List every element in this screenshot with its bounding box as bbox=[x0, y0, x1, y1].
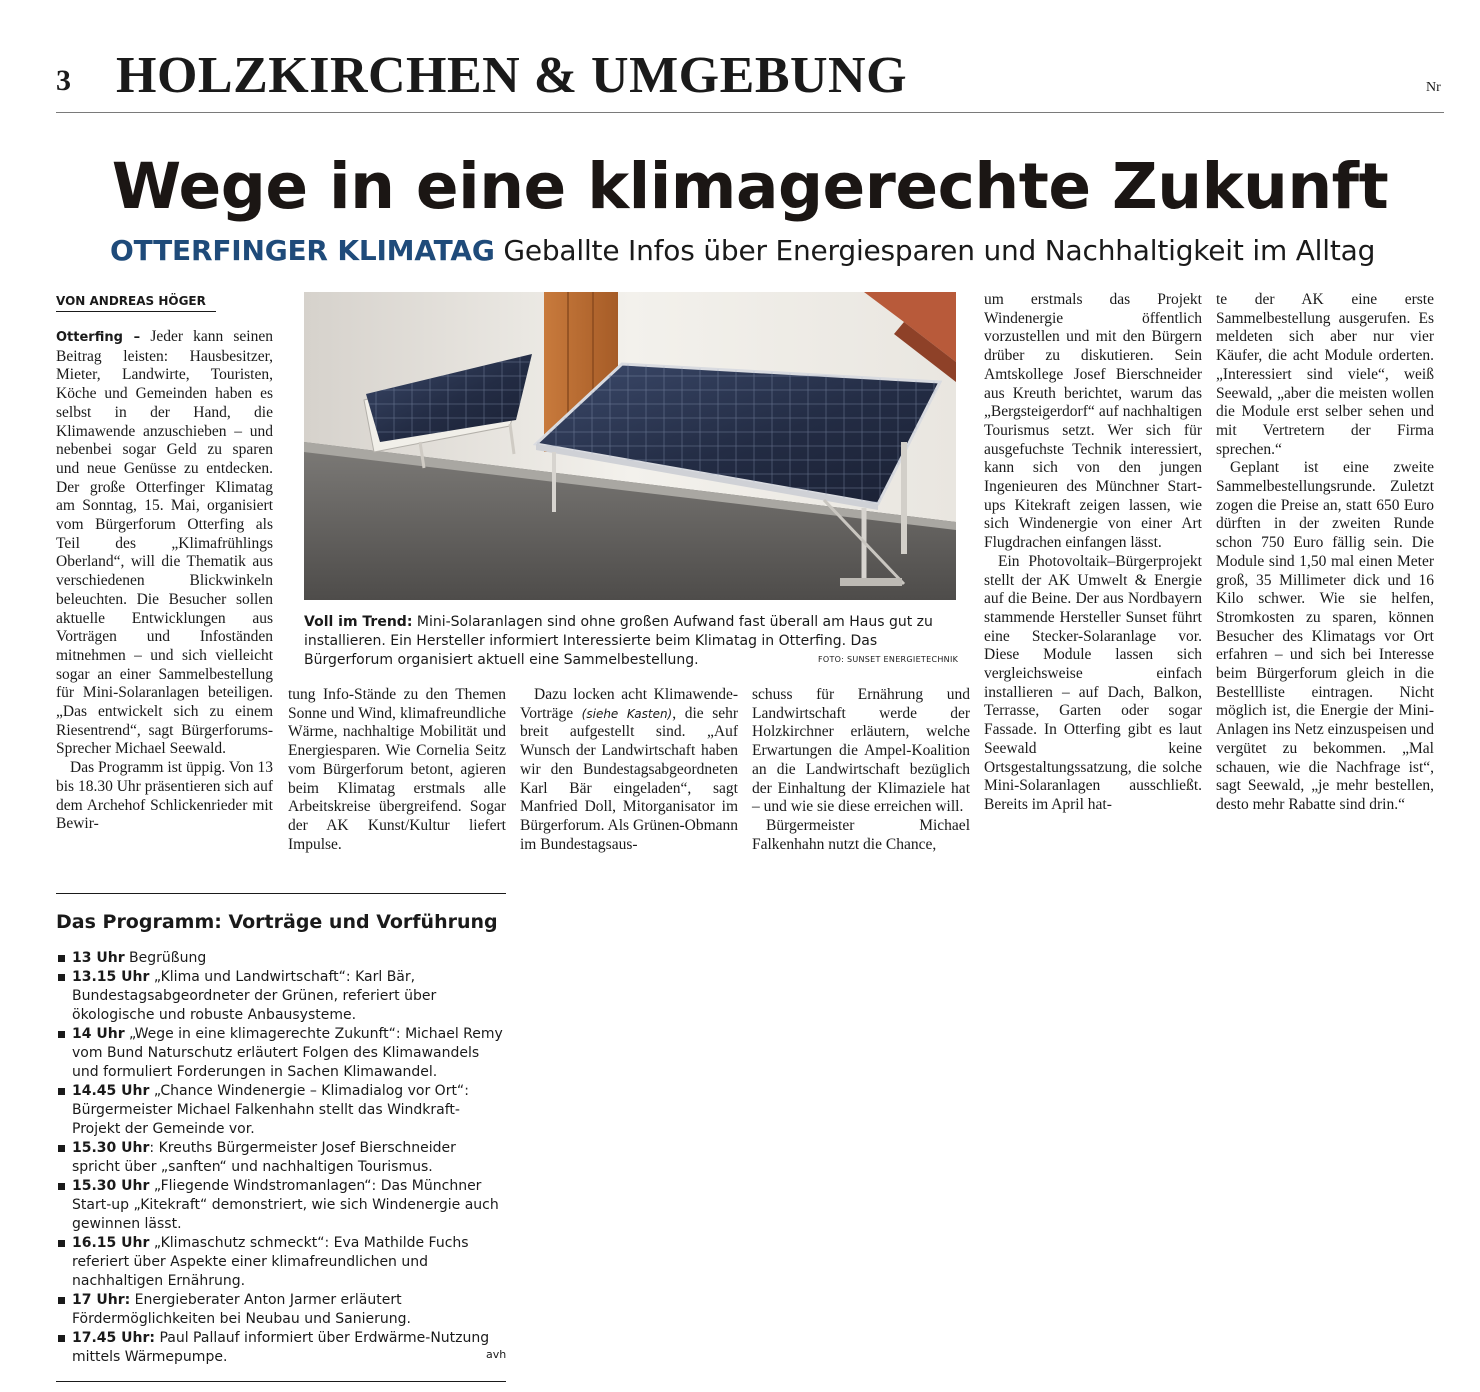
program-item: 13 Uhr Begrüßung bbox=[56, 949, 504, 968]
paragraph: um erstmals das Projekt Windenergie öffentlich vorzustellen und mit den Bürgern drüber zu diskutieren. Sein Amtskollege Josef Bierschneider aus Kreuth berichtet, warum das „Bergsteigerdorf“ auf nachhaltigen Tourismus setzt. Wer sich für ausgefuchste Technik interessiert, kann sich von den jungen Ingenieuren des Münchner Start-ups Kitekraft zeigen lassen, wie sich Windenergie von einer Art Flugdrachen einfangen lässt. bbox=[984, 291, 1202, 552]
solar-panel-illustration bbox=[304, 292, 956, 600]
bullet-square-icon bbox=[58, 1031, 65, 1038]
text-column-6 bbox=[1216, 291, 1434, 815]
text-column-2 bbox=[288, 686, 506, 854]
program-item: 14.45 Uhr „Chance Windenergie – Klimadialog vor Ort“: Bürgermeister Michael Falkenhahn stellt das Windkraft-Projekt der Gemeinde vor. bbox=[56, 1082, 504, 1139]
box-author-signature: avh bbox=[486, 1348, 507, 1361]
bullet-square-icon bbox=[58, 1183, 65, 1190]
paragraph: Bürgermeister Michael Falkenhahn nutzt die Chance, bbox=[752, 816, 970, 853]
subheadline-text: Geballte Infos über Energiesparen und Nachhaltigkeit im Alltag bbox=[503, 234, 1376, 267]
program-item: 15.30 Uhr „Fliegende Windstromanlagen“: Das Münchner Start-up „Kitekraft“ demonstriert, wie sich Windenergie auch gewinnen lässt. bbox=[56, 1177, 504, 1234]
text-column-3 bbox=[520, 686, 738, 854]
paragraph: schuss für Ernährung und Landwirtschaft werde der Holzkirchner erläutern, welche Erwartungen die Ampel-Koalition an die Landwirtschaft bezüglich der Einhaltung der Klimaziele hat – und wie sie diese erreichen will. bbox=[752, 686, 970, 816]
paragraph: Dazu locken acht Klimawende-Vorträge (siehe Kasten), die sehr breit aufgestellt sind. „Auf Wunsch der Landwirtschaft haben wir den Bundestagsabgeordneten Karl Bär eingeladen“, sagt Manfried Doll, Mitorganisator im Bürgerforum. Als Grünen-Obmann im Bundestagsaus- bbox=[520, 686, 739, 853]
box-reference: (siehe Kasten) bbox=[581, 706, 673, 721]
program-list bbox=[56, 949, 507, 1367]
program-item: 17.45 Uhr: Paul Pallauf informiert über Erdwärme-Nutzung mittels Wärmepumpe. bbox=[56, 1329, 504, 1367]
box-rule-top bbox=[56, 893, 506, 894]
bullet-square-icon bbox=[58, 1297, 65, 1304]
section-title: HOLZKIRCHEN & UMGEBUNG bbox=[116, 47, 908, 104]
paragraph: Das Programm ist üppig. Von 13 bis 18.30 Uhr präsentieren sich auf dem Archehof Schlickenrieder mit Bewir- bbox=[56, 759, 273, 833]
bullet-square-icon bbox=[58, 1240, 65, 1247]
paragraph: te der AK eine erste Sammelbestellung ausgerufen. Es meldeten sich aber nur vier Käufer, die acht Module orderten. „Interessiert sind viele“, weiß Seewald, „aber die meisten wollen die Module erst selber sehen und mit Vertretern der Firma sprechen.“ bbox=[1216, 291, 1434, 458]
caption-text: Mini-Solaranlagen sind ohne großen Aufwand fast überall am Haus gut zu installieren. Ein Hersteller informiert Interessierte beim Klimatag in Otterfing. Das Bürgerforum organisiert aktuell eine Sammelbestellung. bbox=[304, 614, 933, 668]
bullet-square-icon bbox=[58, 1145, 65, 1152]
text-column-5 bbox=[984, 291, 1202, 815]
bullet-square-icon bbox=[58, 1335, 65, 1342]
photo-credit: FOTO: SUNSET ENERGIETECHNIK bbox=[818, 655, 959, 664]
text-column-1 bbox=[56, 328, 273, 834]
text-column-4 bbox=[752, 686, 970, 854]
program-item: 13.15 Uhr „Klima und Landwirtschaft“: Karl Bär, Bundestagsabgeordneter der Grünen, referiert über ökologische und robuste Anbausysteme. bbox=[56, 968, 504, 1025]
paragraph: Geplant ist eine zweite Sammelbestellungsrunde. Zuletzt zogen die Preise an, statt 650 Euro dürften in der zweiten Runde schon 750 Euro fällig sein. Die Module sind 1,50 mal einen Meter groß, 35 Millimeter dick und 16 Kilo schwer. Wie sie helfen, Stromkosten zu sparen, können Besucher des Klimatags vor Ort erfahren – und sich bei Interesse beim Bürgerforum gleich in die Bestellliste eintragen. Nicht möglich ist, die Energie der Mini-Anlagen ins Netz einzuspeisen und vergütet zu bekommen. „Mal schauen, wie die Nachfrage ist“, sagt Seewald, „je mehr bestellen, desto mehr Rabatte sind drin.“ bbox=[1216, 459, 1434, 813]
paragraph: Ein Photovoltaik–Bürgerprojekt stellt der AK Umwelt & Energie auf die Beine. Der aus Nordbayern stammende Hersteller Sunset führt eine Stecker-Solaranlage vor. Diese Module lassen sich vergleichsweise einfach installieren – auf Dach, Balkon, Terrasse, Garten oder sogar Fassade. In Otterfing gibt es laut Seewald keine Ortsgestaltungssatzung, die solche Mini-Solaranlagen ausschließt. Bereits im April hat- bbox=[984, 552, 1202, 813]
program-item: 15.30 Uhr: Kreuths Bürgermeister Josef Bierschneider spricht über „sanften“ und nachhaltigen Tourismus. bbox=[56, 1139, 504, 1177]
dateline: Otterfing – bbox=[56, 330, 141, 345]
paragraph: tung Info-Stände zu den Themen Sonne und Wind, klimafreundliche Wärme, nachhaltige Mobilität und Energiesparen. Wie Cornelia Seitz vom Bürgerforum betont, agieren beim Klimatag erstmals alle Arbeitskreise übergreifend. Sogar der AK Kunst/Kultur liefert Impulse. bbox=[288, 686, 506, 853]
box-rule-bottom bbox=[56, 1381, 506, 1382]
masthead-rule bbox=[56, 112, 1444, 113]
article-headline: Wege in eine klimagerechte Zukunft bbox=[111, 150, 1389, 223]
solar-panel-photo bbox=[304, 292, 956, 600]
program-box-title: Das Programm: Vorträge und Vorführung bbox=[56, 911, 498, 933]
article-kicker: OTTERFINGER KLIMATAG bbox=[110, 234, 495, 267]
bullet-square-icon bbox=[58, 974, 65, 981]
program-item: 17 Uhr: Energieberater Anton Jarmer erläutert Fördermöglichkeiten bei Neubau und Sanierung. bbox=[56, 1291, 504, 1329]
edition-mark: Nr bbox=[1426, 80, 1441, 95]
bullet-square-icon bbox=[58, 1088, 65, 1095]
article-subheadline bbox=[110, 234, 1375, 267]
program-item: 16.15 Uhr „Klimaschutz schmeckt“: Eva Mathilde Fuchs referiert über Aspekte einer klimafreundlichen und nachhaltigen Ernährung. bbox=[56, 1234, 504, 1291]
bullet-square-icon bbox=[58, 955, 65, 962]
program-item: 14 Uhr „Wege in eine klimagerechte Zukunft“: Michael Remy vom Bund Naturschutz erläutert Folgen des Klimawandels und formuliert Forderungen in Sachen Klimawandel. bbox=[56, 1025, 504, 1082]
page-number: 3 bbox=[56, 64, 71, 97]
caption-lead: Voll im Trend: bbox=[304, 614, 413, 630]
byline: VON ANDREAS HÖGER bbox=[56, 294, 216, 312]
lead-paragraph: Otterfing – Jeder kann seinen Beitrag leisten: Hausbesitzer, Mieter, Landwirte, Touristen, Köche und Gemeinden haben es selbst in der Hand, die Klimawende anzuschieben – und nebenbei sogar Geld zu sparen und neue Genüsse zu entdecken. Der große Otterfinger Klimatag am Sonntag, 15. Mai, organisiert vom Bürgerforum Otterfing als Teil des „Klimafrühlings Oberland“, will die Thematik aus verschiedenen Blickwinkeln beleuchten. Die Besucher sollen aktuelle Entwicklungen aus Vorträgen und Infoständen mitnehmen – und sich vielleicht sogar an einer Sammelbestellung für Mini-Solaranlagen beteiligen. „Das entwickelt sich zu einem Riesentrend“, sagt Bürgerforums-Sprecher Michael Seewald. bbox=[56, 328, 273, 758]
